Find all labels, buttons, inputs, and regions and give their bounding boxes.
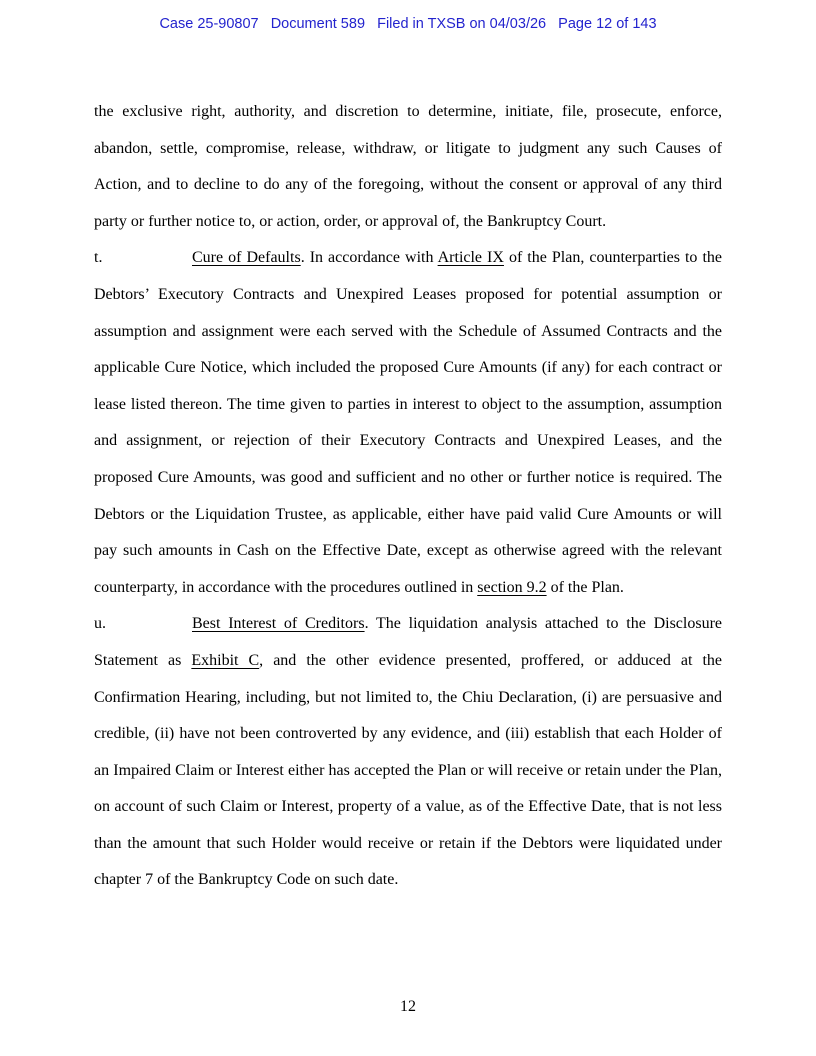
paragraph-label: t. [94, 249, 103, 267]
underlined-reference: section 9.2 [477, 578, 547, 596]
page-number: 12 [400, 998, 416, 1015]
paragraph-label: u. [94, 615, 106, 633]
underlined-reference: Article IX [437, 249, 504, 267]
text-run: of the Plan. [546, 578, 624, 596]
underlined-reference: Exhibit C [191, 651, 260, 669]
paragraph-2 [94, 240, 722, 606]
text-run: of the Plan, counterparties to the Debtors’ Executory Contracts and Unexpired Leases proposed for potential assumption or assumption and assignment were each served with the Schedule of Assumed Contracts and the applicable Cure Notice, which included the proposed Cure Amounts (if any) for each contract or lease listed thereon. The time given to parties in interest to object to the assumption, assumption and assignment, or rejection of their Executory Contracts and Unexpired Leases, and the proposed Cure Amounts, was good and sufficient and no other or further notice is required. The Debtors or the Liquidation Trustee, as applicable, either have paid valid Cure Amounts or will pay such amounts in Cash on the Effective Date, except as otherwise agreed with the relevant counterparty, in accordance with the procedures outlined in [94, 249, 723, 596]
document-body [94, 94, 722, 899]
text-run: , and the other evidence presented, proffered, or adduced at the Confirmation Hearing, including, but not limited to, the Chiu Declaration, (i) are persuasive and credible, (ii) have not been controverted by any evidence, and (iii) establish that each Holder of an Impaired Claim or Interest either has accepted the Plan or will receive or retain under the Plan, on account of such Claim or Interest, property of a value, as of the Effective Date, that is not less than the amount that such Holder would receive or retain if the Debtors were liquidated under chapter 7 of the Bankruptcy Code on such date. [94, 651, 723, 889]
text-run: . In accordance with [300, 249, 438, 267]
paragraph-1 [94, 94, 722, 240]
text-run: . The liquidation analysis attached to the Disclosure Statement as [94, 615, 723, 669]
underlined-reference: Best Interest of Creditors [192, 615, 365, 633]
text-run: the exclusive right, authority, and discretion to determine, initiate, file, prosecute, enforce, abandon, settle, compromise, release, withdraw, or litigate to judgment any such Causes of Action, and to decline to do any of the foregoing, without the consent or approval of any third party or further notice to, or action, order, or approval of, the Bankruptcy Court. [94, 103, 722, 230]
court-filing-stamp: Case 25-90807 Document 589 Filed in TXSB on 04/03/26 Page 12 of 143 [159, 16, 657, 32]
paragraph-3 [94, 606, 722, 899]
underlined-reference: Cure of Defaults [192, 249, 301, 267]
